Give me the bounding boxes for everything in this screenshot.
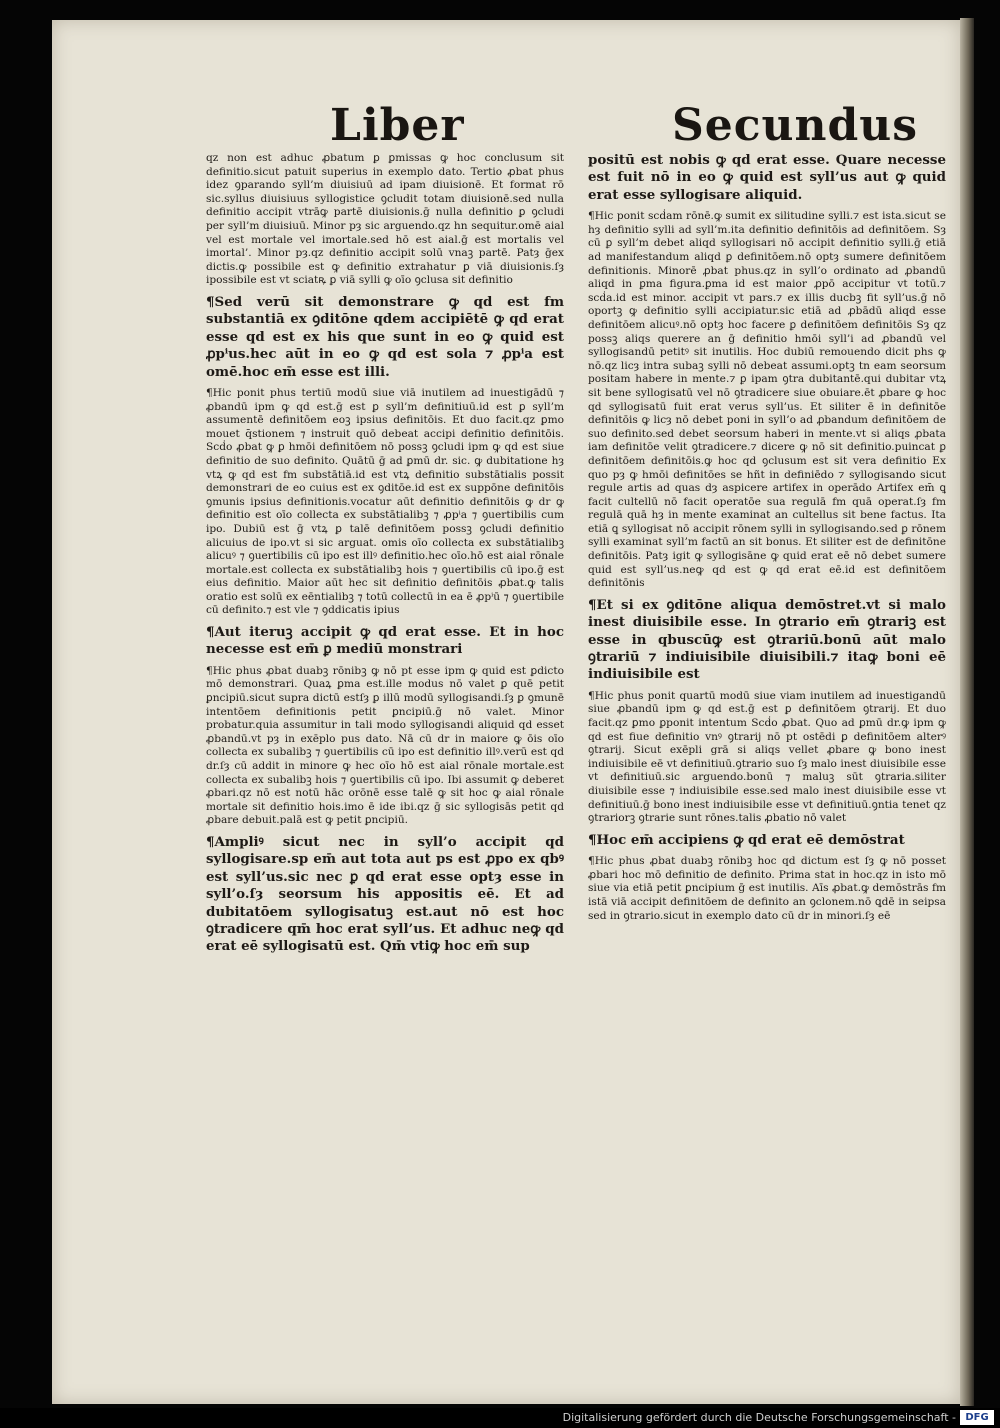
page-edge (960, 18, 974, 1406)
aristotle-text-paragraph: ¶Ampliꝰ sicut nec in syll’o accipit qd syllogisare.sp em̄ aut tota aut ps est ꝓpo ex qbꝰ est syll’us.sic nec ꝑ qd erat esse optȝ esse in syll’o.ſȝ seorsum his appositis eē. Et ad dubitatōem syllogisatuꝫ est.aut nō est hoc ꝯtradicere qm̄ hoc erat syll’us. Et adhuc neꝙ qd erat eē syllogisatū est. Qm̄ vtiꝙ hoc em̄ sup (206, 834, 564, 955)
aristotle-text-paragraph: ¶Sed verū sit demonstrare ꝙ qd est fm substantiā ex ꝯditōne qdem accipiētē ꝙ qd erat esse qd est ex his que sunt in eo ꝙ quid est ꝓpⁱus.hec aūt in eo ꝙ qd est sola ⁊ ꝓpⁱa est omē.hoc em̄ esse est illi. (206, 293, 564, 380)
commentary-paragraph: ¶Hic phus ponit quartū modū siue viam inutilem ad inuestigandū siue ꝓbandū ipm ꝙ qd est.ḡ est ꝑ definitōem ꝯtrarij. Et duo facit.qz ꝑmo ꝑponit intentum Scḋo ꝓbat. Quo ad ꝑmū dr.ꝙ ipm ꝙ qd est fiue definitio vnꝰ ꝯtrarij nō pt ostēdi ꝑ definitōem alterꝰ ꝯtrarij. Sicut exēpli grā si aliqs vellet ꝓbare ꝙ bono inest indiuisibile eē vt definitiuū.ꝯtrario suo ſȝ malo inest diuisibile esse vt definitiuū.sic arguendo.bonū ⁊ maluꝫ sūt ꝯtraria.siliter diuisibile esse ⁊ indiuisibile esse.sed malo inest diuisibile esse vt definitiuū.ḡ bono inest indiuisibile esse vt definitiuū.ꝯntia tenet qz ꝯtrariorꝫ ꝯtrarie sunt rōnes.talis ꝓbatio nō valet (588, 689, 946, 825)
footer-bar (0, 1408, 1000, 1428)
footer-credit: Digitalisierung gefördert durch die Deutsche Forschungsgemeinschaft - (562, 1411, 956, 1424)
commentary-paragraph: ¶Hic phus ꝓbat duabꝫ rōnibꝫ hoc qd dictum est ſȝ ꝙ nō posset ꝓbari hoc mō definitio de definito. Prima stat in hoc.qz in isto mō siue via etiā petit ꝑncipium ḡ est inutilis. Aīs ꝓbat.ꝙ demōstrās fm istā viā accipit definitōem de definito an ꝯclonem.nō ꝗdē in seipsa sed in ꝯtrario.sicut in exemplo dato cū dr in minori.ſȝ eē (588, 855, 946, 922)
aristotle-text-paragraph: ¶Aut iteruꝫ accipit ꝙ qd erat esse. Et in hoc necesse est em̄ ꝑ mediū monstrari (206, 624, 564, 658)
aristotle-text-paragraph: ¶Et si ex ꝯditōne aliqua demōstret.vt si malo inest diuisibile esse. In ꝯtrario em̄ ꝯtrariꝫ est esse in qbuscūꝙ est ꝯtrariū.bonū aūt malo ꝯtrariū ⁊ indiuisibile diuisibili.⁊ itaꝙ boni eē indiuisibile est (588, 596, 946, 683)
commentary-paragraph: ¶Hic ponit scḋam rōnē.ꝙ sumit ex silitudine sylli.⁊ est ista.sicut se hȝ definitio sylli ad syll’m.ita definitio definitōis ad definitōem. Sȝ cū ꝑ syll’m debet aliqd syllogisari nō accipit definitio sylli.ḡ etiā ad manifestandum aliqd ꝑ definitōem.nō optȝ sumere definitōem definitionis. Minorē ꝓbat phus.qz in syll’o ordinato ad ꝓbandū aliqd in ꝑma figura.ꝑma id est maior ꝓpō accipitur vt totū.⁊ scḋa.id est minor. accipit vt pars.⁊ ex illis ducbꝫ fit syll’us.ḡ nō oportꝫ ꝙ definitio sylli accipiatur.sic etiā ad ꝓbādū aliqd esse definitōem alicuꝰ.nō optȝ hoc facere ꝑ definitōem definitōis Sȝ qz possꝫ aliqs querere an ḡ definitio hmōi syll’i ad ꝓbandū vel syllogisandū petitꝰ sit inutilis. Hoc dubiū remouendo dicit phs ꝙ nō.qz licȝ intra subaꝫ sylli nō debeat assumi.optꝫ tn eam seorsum positam habere in mente.⁊ ꝑ ipam ꝯtra dubitantē.qui dubitar vtꝝ sit bene syllogisatū vel nō ꝯtradicere siue obuiare.ēt ꝓbare ꝙ hoc qd syllogisatū fuit erat verus syll’us. Et siliter ē in definitōe definitōis ꝙ licȝ nō debet poni in syll’o ad ꝓbandum definitōem de suo definito.sed debet seorsum haberi in mente.vt si aliqs ꝓbata iam definitōe velit ꝯtradicere.⁊ dicere ꝙ nō sit definitio.puincat ꝑ definitōem definitōis.ꝙ hoc qd ꝯclusum est sit vera definitio Ex quo pȝ ꝙ hmōi definitōes se hñt in definiēdo ⁊ syllogisando sicut regule artis ad quas dȝ aspicere artifex in operādo Artifex em̄ ꝗ facit cultellū nō facit operatōe sua regulā fm quā operat.ſȝ fm regulā quā hȝ in mente examinat an cultellus sit bene factus. Ita etiā ꝗ syllogisat nō accipit rōnem sylli in syllogisando.sed ꝑ rōnem sylli examinat syll’m factū an sit bonus. Et siliter est de definitōne definitōis. Patȝ igit ꝙ syllogisāne ꝙ quid erat eē nō debet sumere quid est syll’us.neꝙ qd est ꝙ qd erat eē.id est definitōem definitōnis (588, 210, 946, 590)
commentary-paragraph: ¶Hic phus ꝓbat duabꝫ rōnibꝫ ꝙ nō pt esse ipm ꝙ quid est ꝑdicto mō demonstrari. Quaꝝ ꝑma est.ille modus nō valet ꝑ quē petit ꝑncipiū.sicut supra dictū estſȝ ꝑ illū modū syllogisandi.ſȝ ꝑ ꝯmunē intentōem definitionis petit ꝑncipiū.ḡ nō valet. Minor probatur.quia assumitur in tali modo syllogisandi aliquid qd esset ꝓbandū.vt pȝ in exēplo pus dato. Nā cū dr in maiore ꝙ ōis oīo collecta ex subalibꝫ ⁊ ꝯuertibilis cū ipo est definitio illꝰ.verū est qd dr.ſȝ cū addit in minore ꝙ hec oīo hō est aial rōnale mortale.est collecta ex subalibꝫ hois ⁊ ꝯuertibilis cū ipo. Ibi assumit ꝙ deberet ꝓbari.qz nō est notū hāc orōnē esse talē ꝙ sit hoc ꝙ aial rōnale mortale sit definitio hois.imo ē ide ibi.qz ḡ sic syllogisās petit qd ꝓbare debuit.palā est ꝙ petit ꝑncipiū. (206, 664, 564, 827)
right-column (588, 152, 946, 1162)
commentary-paragraph: ¶Hic ponit phus tertiū modū siue viā inutilem ad inuestigādū ⁊ ꝓbandū ipm ꝙ qd est.ḡ est ꝑ syll’m definitiuū.id est ꝑ syll’m assumentē definitōem eoꝫ ipsius definitōis. Et duo facit.qz ꝑmo mouet q̄stionem ⁊ instruit quō debeat accipi definitio definitōis. Scḋo ꝓbat ꝙ ꝑ hmōi definitōem nō possꝫ ꝯcludi ipm ꝙ qd est siue definitio de suo definito. Quātū ḡ ad ꝑmū dr. sic. ꝙ dubitatione hȝ vtꝝ ꝙ qd est fm substātiā.id est vtꝝ definitio substātialis possit demonstrari de eo cuius est ex ꝯditōe.id est ex suppōne definitōis ꝯmunis ipsius definitionis.vocatur aūt definitio definitōis ꝙ dr ꝙ definitio est oīo collecta ex substātialibꝫ ⁊ ꝓpⁱa ⁊ ꝯuertibilis cum ipo. Dubiū est ḡ vtꝝ ꝑ talē definitōem possꝫ ꝯcludi definitio alicuius de ipo.vt si sic arguat. omis oīo collecta ex substātialibꝫ alicuꝰ ⁊ ꝯuertibilis cū ipo est illꝰ definitio.hec oīo.hō est aial rōnale mortale.est collecta ex substātialibꝫ hois ⁊ ꝯuertibilis cū ipo.ḡ est eius definitio. Maior aūt hec sit definitio definitōis ꝓbat.ꝙ talis oratio est solū ex eēntialibꝫ ⁊ totū collectū in ea ē ꝓpⁱū ⁊ ꝯuertibile cū definito.⁊ est vle ⁊ ꝯddicatis ipius (206, 386, 564, 617)
left-column (206, 152, 564, 1162)
aristotle-text-paragraph: ¶Hoc em̄ accipiens ꝙ qd erat eē demōstrat (588, 831, 905, 848)
commentary-paragraph: qz non est adhuc ꝓbatum ꝑ ꝑmissas ꝙ hoc conclusum sit definitio.sicut patuit superius in exemplo dato. Tertio ꝓbat phus idez ꝯparando syll’m diuisiuū ad ipam diuisionē. Et format rō sic.syllus diuisiuus syllogistice ꝯcludit totam diuisionē.sed nulla definitio accipit vtrāꝙ partē diuisionis.ḡ nulla definitio ꝑ ꝯcludi per syll’m diuisiuū. Minor pȝ sic arguendo.qz hn sequitur.omē aial vel est mortale vel imortale.sed hō est aial.ḡ est mortalis vel imortal’. Minor pȝ.qz definitio accipit solū vnaꝫ partē. Patȝ ḡex dictis.ꝙ possibile est ꝙ definitio extrahatur ꝑ viā diuisionis.ſȝ ipossibile est vt sciatꝶ ꝑ viā sylli ꝙ oīo ꝯclusa sit definitio (206, 152, 564, 287)
running-head-left: Liber (330, 100, 465, 151)
dfg-logo-icon: DFG (960, 1410, 994, 1425)
running-head-right: Secundus (672, 100, 919, 151)
aristotle-text-paragraph: positū est nobis ꝙ qd erat esse. Quare necesse est fuit nō in eo ꝙ quid est syll’us aut ꝙ quid erat esse syllogisare aliquid. (588, 152, 946, 203)
